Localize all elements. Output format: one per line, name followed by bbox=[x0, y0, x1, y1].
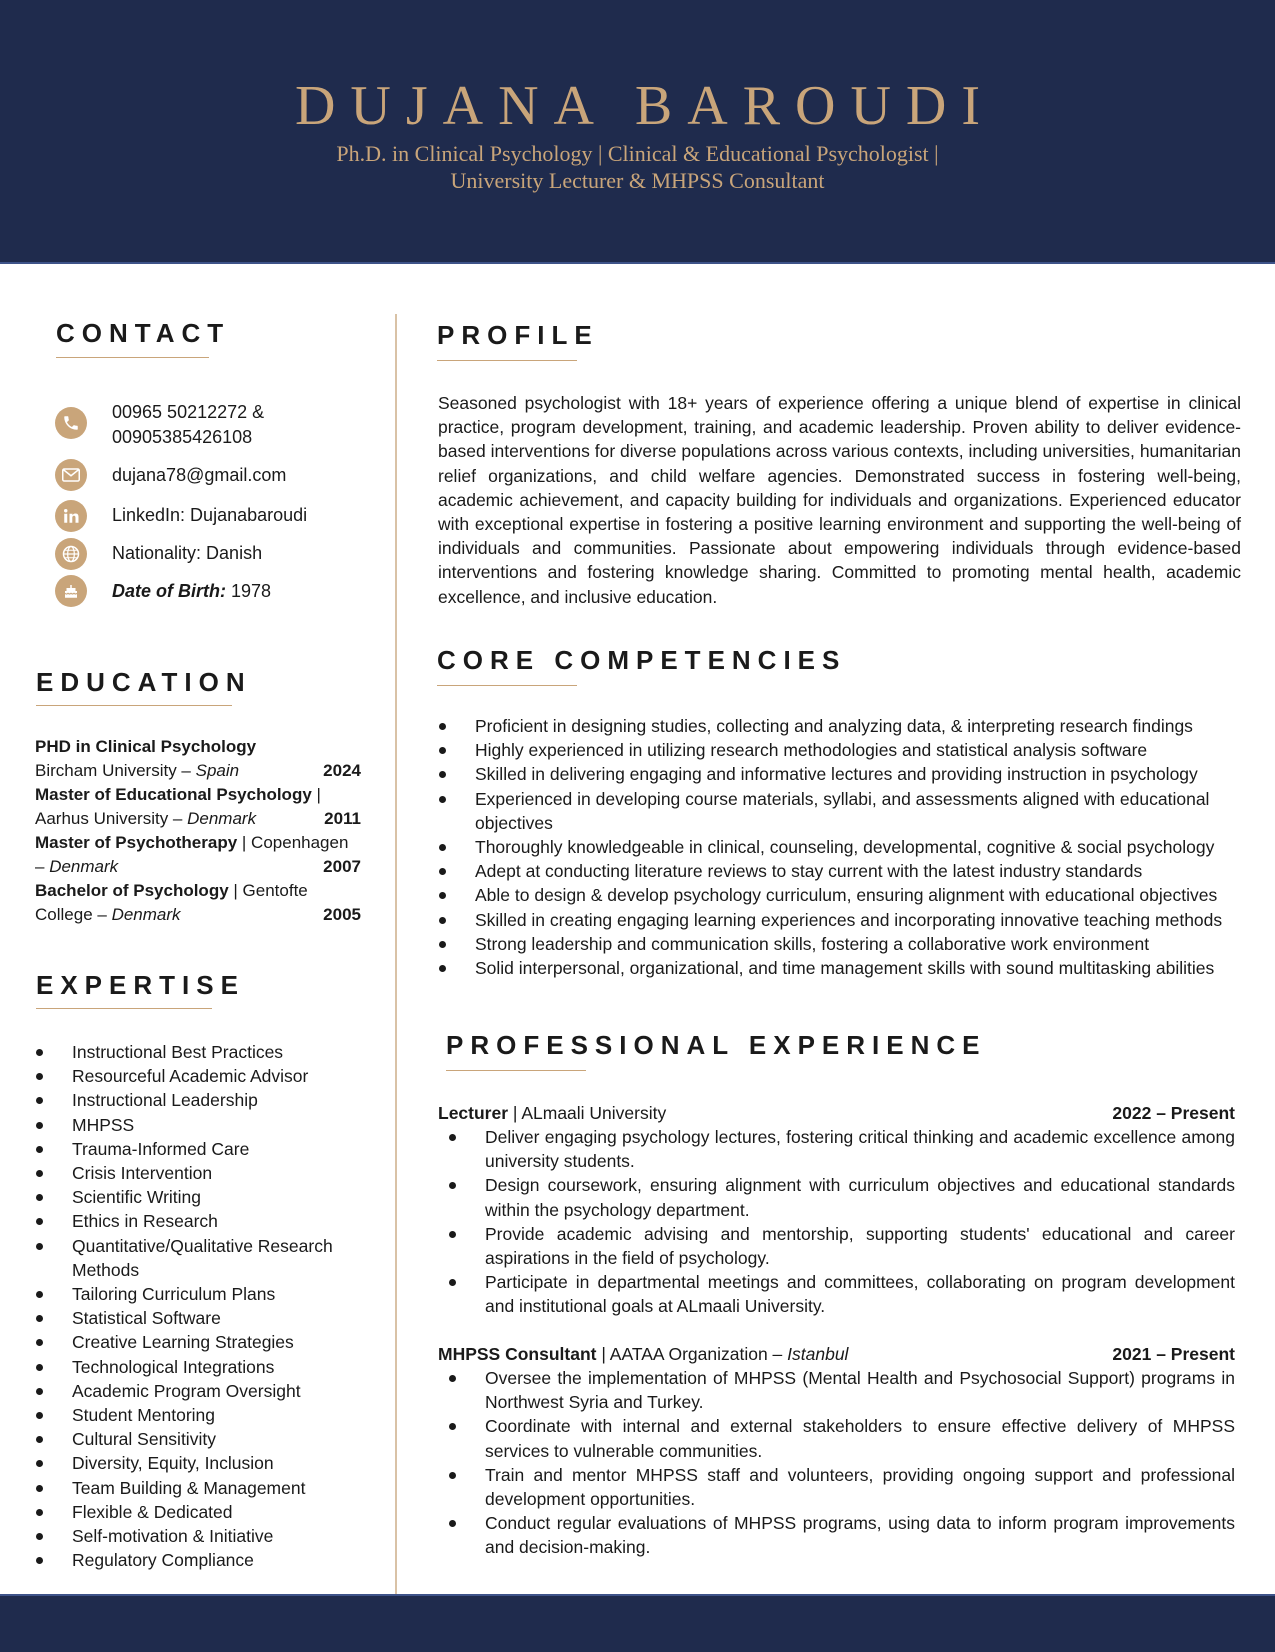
education-title: EDUCATION bbox=[36, 667, 252, 697]
expertise-list bbox=[35, 1040, 375, 1572]
job-bullet: Design coursework, ensuring alignment with curriculum objectives and educational standards within the psychology department. bbox=[448, 1173, 1235, 1221]
competency-item: Able to design & develop psychology curriculum, ensuring alignment with educational objectives bbox=[438, 883, 1244, 907]
competency-item: Skilled in creating engaging learning experiences and incorporating innovative teaching methods bbox=[438, 908, 1244, 932]
graduation-year: 2011 bbox=[324, 809, 361, 828]
school-place: Spain bbox=[195, 761, 240, 780]
degree-separator: | bbox=[311, 785, 321, 804]
education-title-underline bbox=[36, 705, 232, 706]
expertise-item: Statistical Software bbox=[35, 1306, 375, 1330]
competencies-title-underline bbox=[437, 685, 577, 686]
email-address[interactable]: dujana78@gmail.com bbox=[112, 465, 287, 485]
phone-line-1: 00965 50212272 & bbox=[112, 402, 265, 422]
dob-label: Date of Birth: bbox=[112, 581, 226, 601]
job-dates: 2022 – Present bbox=[1112, 1103, 1235, 1123]
contact-title: CONTACT bbox=[56, 318, 231, 348]
profile-summary: Seasoned psychologist with 18+ years of experience offering a unique blend of expertise in clinical practice, program development, training, and academic leadership. Proven ability to deliver evidence-based interventions for diverse populations across various contexts, including universities, humanitarian relief organizations, and child welfare agencies. Demonstrated success in fostering well-being, academic achievement, and capacity building for individuals and organizations. Experienced educator with exceptional expertise in fostering a positive learning environment and supporting the well-being of individuals and communities. Passionate about empowering individuals through evidence-based interventions and fostering knowledge sharing. Committed to promoting mental health, academic excellence, and inclusive education. bbox=[438, 393, 1241, 607]
education-list bbox=[35, 735, 361, 927]
expertise-item: Self-motivation & Initiative bbox=[35, 1524, 375, 1548]
competency-item: Highly experienced in utilizing research methodologies and statistical analysis software bbox=[438, 738, 1244, 762]
expertise-item: Student Mentoring bbox=[35, 1403, 375, 1427]
job-bullet: Provide academic advising and mentorship, supporting students' educational and career aspirations in the field of psychology. bbox=[448, 1222, 1235, 1270]
school-name: College – bbox=[35, 905, 112, 924]
job-dates: 2021 – Present bbox=[1112, 1344, 1235, 1364]
expertise-item: Regulatory Compliance bbox=[35, 1548, 375, 1572]
job-bullet: Participate in departmental meetings and committees, collaborating on program development and institutional goals at ALmaali University. bbox=[448, 1270, 1235, 1318]
contact-title-underline bbox=[56, 357, 209, 358]
competency-item: Solid interpersonal, organizational, and time management skills with sound multitasking abilities bbox=[438, 956, 1244, 980]
education-item bbox=[35, 783, 361, 831]
expertise-item: Cultural Sensitivity bbox=[35, 1427, 375, 1451]
school-name: Aarhus University – bbox=[35, 809, 188, 828]
job-bullet: Oversee the implementation of MHPSS (Mental Health and Psychosocial Support) programs in Northwest Syria and Turkey. bbox=[448, 1366, 1235, 1414]
job-bullet: Conduct regular evaluations of MHPSS programs, using data to inform program improvements and decision-making. bbox=[448, 1511, 1235, 1559]
nationality: Nationality: Danish bbox=[112, 543, 263, 563]
expertise-title-underline bbox=[36, 1008, 212, 1009]
expertise-item: Quantitative/Qualitative Research Methods bbox=[35, 1234, 375, 1282]
birthday-cake-icon bbox=[55, 575, 87, 607]
expertise-item: Flexible & Dedicated bbox=[35, 1500, 375, 1524]
school-place: Denmark bbox=[49, 857, 119, 876]
competency-item: Skilled in delivering engaging and informative lectures and providing instruction in psychology bbox=[438, 762, 1244, 786]
job-bullet: Deliver engaging psychology lectures, fostering critical thinking and academic excellence among university students. bbox=[448, 1125, 1235, 1173]
expertise-item: Resourceful Academic Advisor bbox=[35, 1064, 375, 1088]
competency-item: Thoroughly knowledgeable in clinical, counseling, developmental, cognitive & social psychology bbox=[438, 835, 1244, 859]
job-organization: | AATAA Organization – bbox=[596, 1344, 788, 1364]
job-header-mhpss bbox=[438, 1342, 1235, 1366]
experience-title: PROFESSIONAL EXPERIENCE bbox=[446, 1030, 987, 1060]
expertise-item: Diversity, Equity, Inclusion bbox=[35, 1451, 375, 1475]
education-item bbox=[35, 831, 361, 879]
subtitle-line-2: University Lecturer & MHPSS Consultant bbox=[450, 168, 825, 193]
degree-separator: | Gentofte bbox=[228, 881, 308, 900]
globe-icon bbox=[55, 538, 87, 570]
expertise-item: Trauma-Informed Care bbox=[35, 1137, 375, 1161]
expertise-item: Tailoring Curriculum Plans bbox=[35, 1282, 375, 1306]
header-banner bbox=[0, 0, 1275, 264]
linkedin-handle[interactable]: LinkedIn: Dujanabaroudi bbox=[112, 505, 308, 525]
expertise-item: Academic Program Oversight bbox=[35, 1379, 375, 1403]
expertise-item: Ethics in Research bbox=[35, 1209, 375, 1233]
degree-title: Master of Educational Psychology bbox=[35, 785, 312, 804]
expertise-item: Creative Learning Strategies bbox=[35, 1330, 375, 1354]
experience-title-underline bbox=[446, 1070, 586, 1071]
dob-value: 1978 bbox=[226, 581, 272, 601]
degree-title: Bachelor of Psychology bbox=[35, 881, 229, 900]
column-divider bbox=[395, 314, 397, 1596]
graduation-year: 2024 bbox=[323, 761, 361, 780]
job-header-lecturer bbox=[438, 1101, 1235, 1125]
competency-item: Experienced in developing course materials, syllabi, and assessments aligned with educational objectives bbox=[438, 787, 1244, 835]
job-bullet: Coordinate with internal and external stakeholders to ensure effective delivery of MHPSS services to vulnerable communities. bbox=[448, 1414, 1235, 1462]
school-place: Denmark bbox=[187, 809, 257, 828]
school-place: Denmark bbox=[111, 905, 181, 924]
profile-title-underline bbox=[437, 360, 577, 361]
phone-icon bbox=[55, 407, 87, 439]
expertise-item: Technological Integrations bbox=[35, 1355, 375, 1379]
graduation-year: 2007 bbox=[323, 857, 361, 876]
competency-item: Adept at conducting literature reviews to stay current with the latest industry standards bbox=[438, 859, 1244, 883]
expertise-item: Scientific Writing bbox=[35, 1185, 375, 1209]
linkedin-icon bbox=[55, 500, 87, 532]
job-bullets-lecturer bbox=[448, 1125, 1235, 1319]
degree-title: PHD in Clinical Psychology bbox=[35, 737, 257, 756]
degree-separator: | Copenhagen bbox=[237, 833, 349, 852]
expertise-item: Crisis Intervention bbox=[35, 1161, 375, 1185]
professional-subtitle bbox=[0, 140, 1275, 194]
phone-numbers bbox=[112, 400, 264, 450]
job-role: MHPSS Consultant bbox=[438, 1344, 597, 1364]
education-item bbox=[35, 879, 361, 927]
graduation-year: 2005 bbox=[323, 905, 361, 924]
email-icon bbox=[55, 459, 87, 491]
school-name: Bircham University – bbox=[35, 761, 196, 780]
competencies-list bbox=[438, 714, 1244, 980]
expertise-item: Instructional Best Practices bbox=[35, 1040, 375, 1064]
degree-title: Master of Psychotherapy bbox=[35, 833, 238, 852]
date-of-birth bbox=[112, 579, 271, 604]
job-role: Lecturer bbox=[438, 1103, 509, 1123]
candidate-name: DUJANA BAROUDI bbox=[294, 75, 996, 137]
job-place: Istanbul bbox=[787, 1344, 849, 1364]
education-item bbox=[35, 735, 361, 783]
competency-item: Proficient in designing studies, collecting and analyzing data, & interpreting research findings bbox=[438, 714, 1244, 738]
job-bullets-mhpss bbox=[448, 1366, 1235, 1560]
job-organization: | ALmaali University bbox=[508, 1103, 667, 1123]
expertise-item: Team Building & Management bbox=[35, 1476, 375, 1500]
profile-title: PROFILE bbox=[437, 320, 599, 350]
competency-item: Strong leadership and communication skills, fostering a collaborative work environment bbox=[438, 932, 1244, 956]
job-bullet: Train and mentor MHPSS staff and volunteers, providing ongoing support and professional development opportunities. bbox=[448, 1463, 1235, 1511]
expertise-item: Instructional Leadership bbox=[35, 1088, 375, 1112]
footer-banner bbox=[0, 1594, 1275, 1652]
school-name: – bbox=[35, 857, 50, 876]
competencies-title: CORE COMPETENCIES bbox=[437, 645, 847, 675]
subtitle-line-1: Ph.D. in Clinical Psychology | Clinical & Educational Psychologist | bbox=[336, 141, 939, 166]
expertise-item: MHPSS bbox=[35, 1113, 375, 1137]
phone-line-2: 00905385426108 bbox=[112, 427, 253, 447]
expertise-title: EXPERTISE bbox=[36, 970, 245, 1000]
